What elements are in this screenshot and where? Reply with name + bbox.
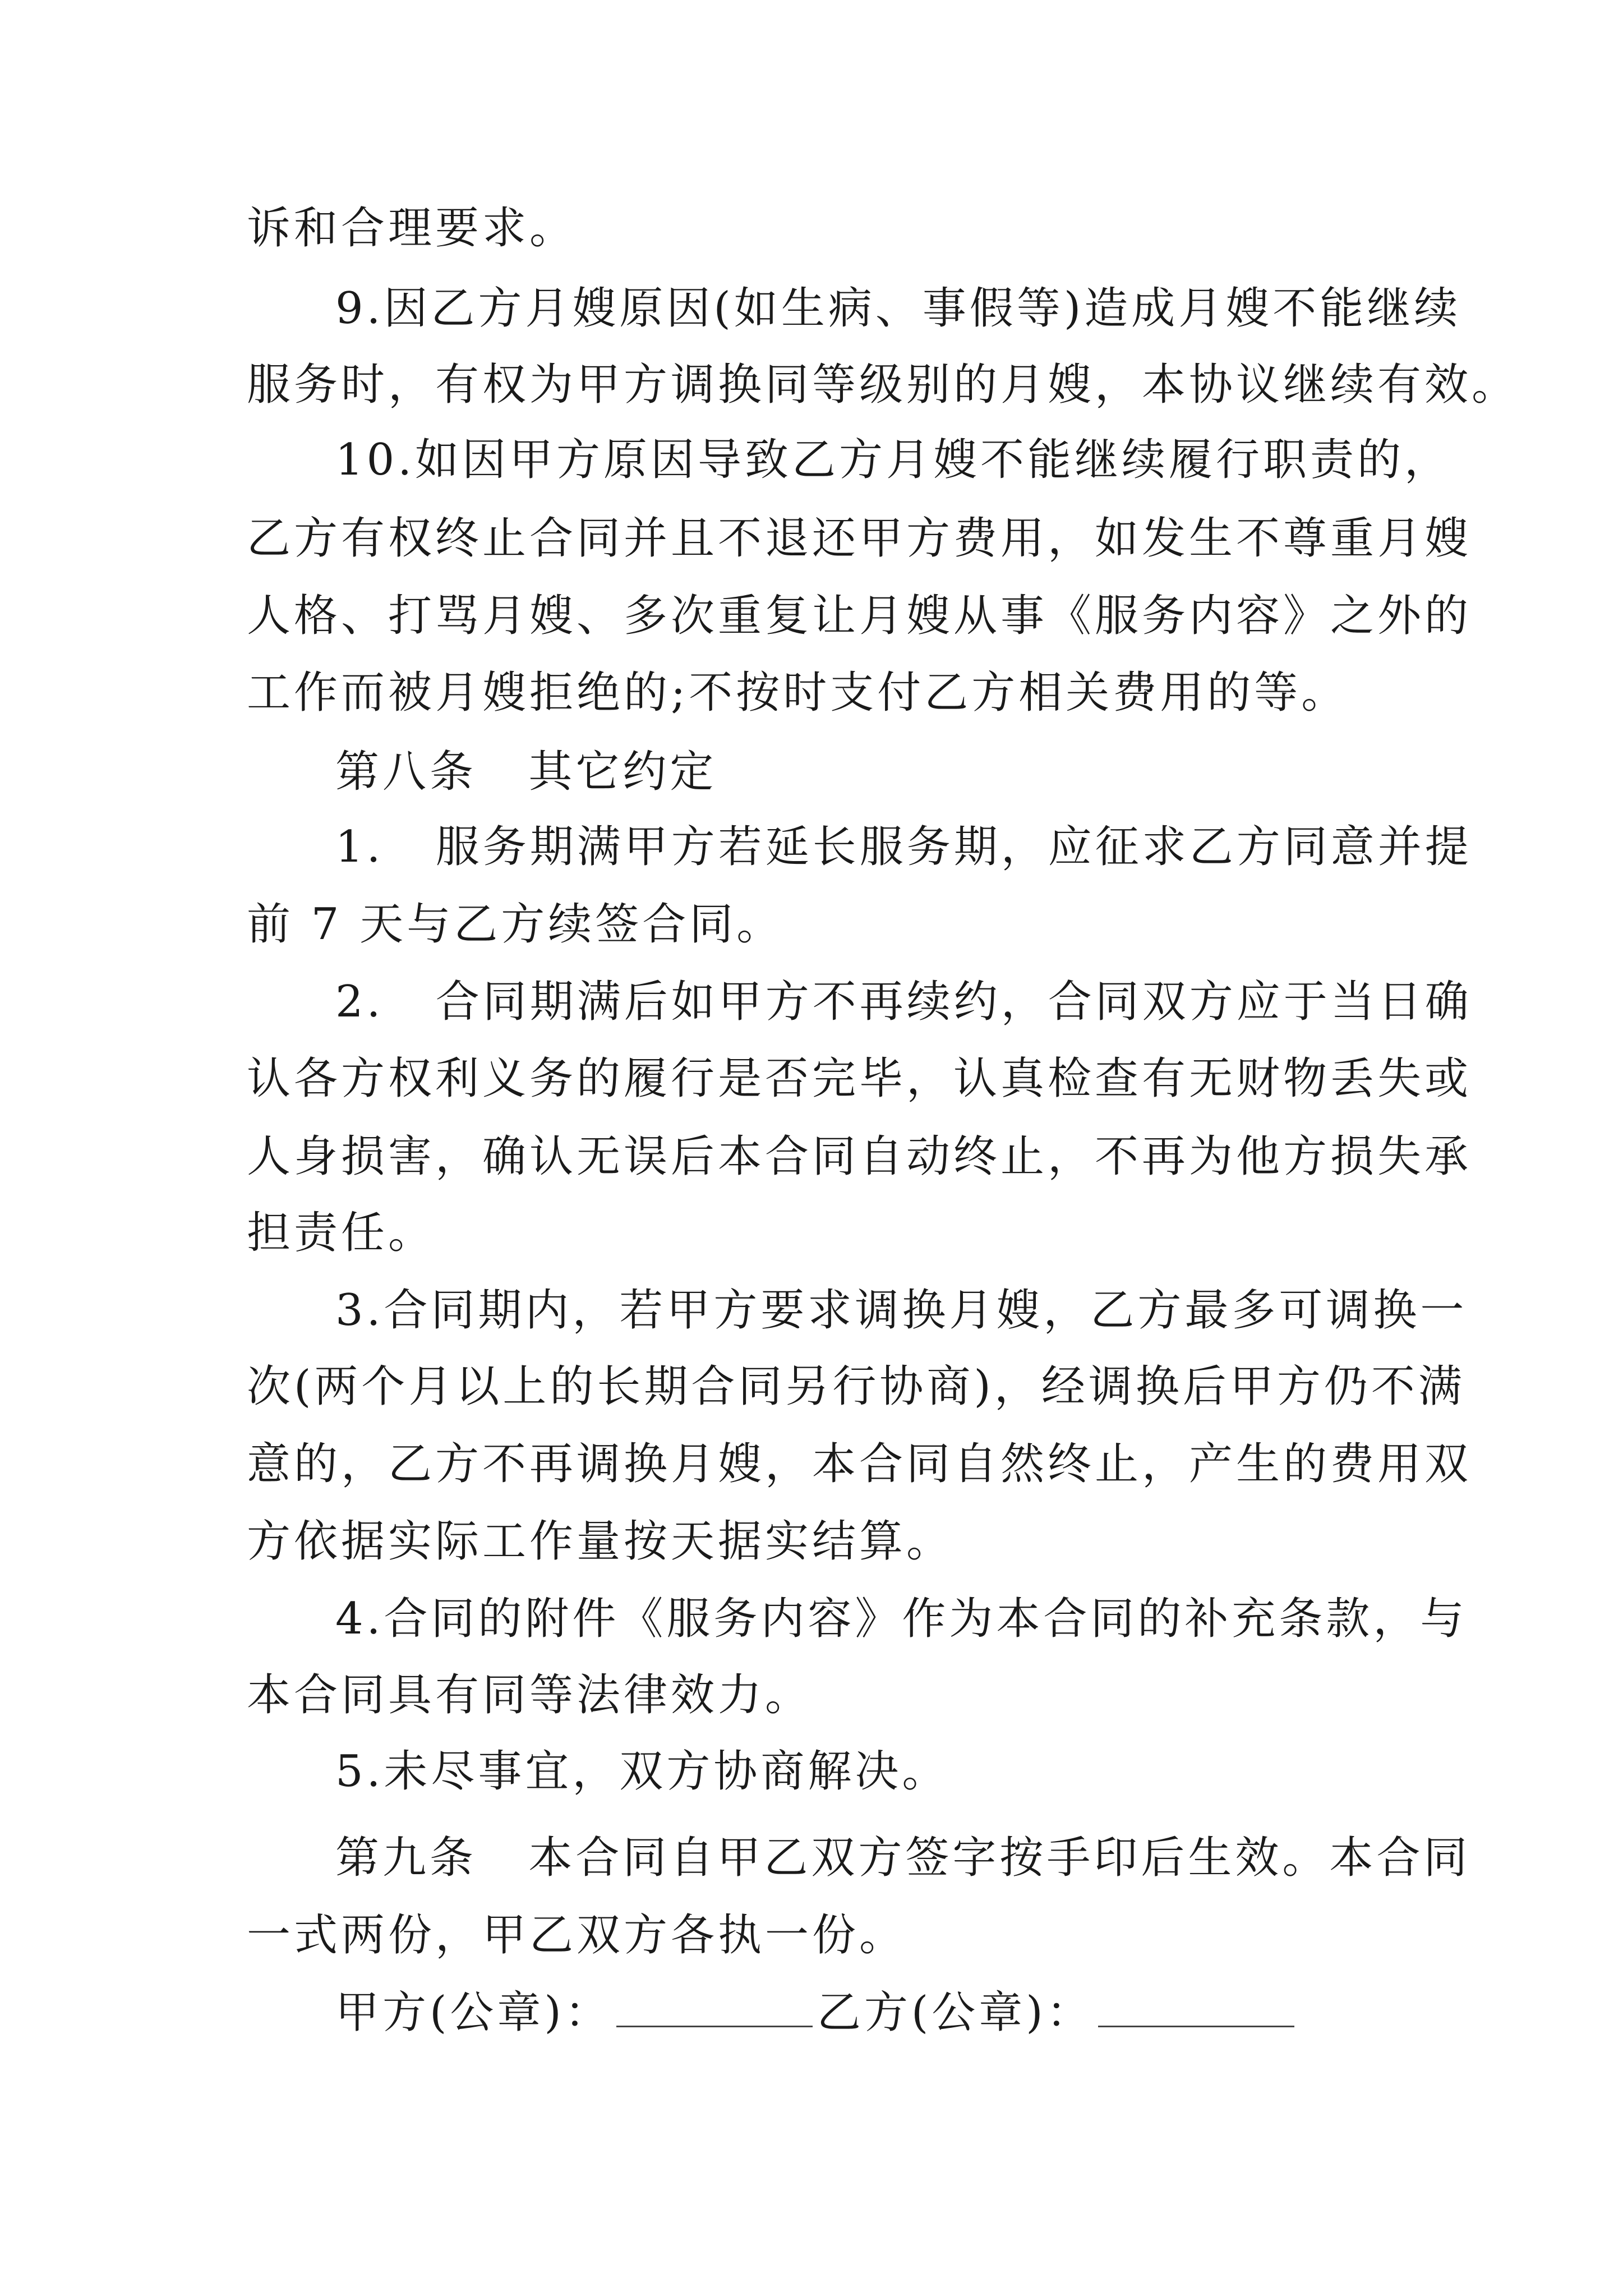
paragraph-line: 1. 服务期满甲方若延长服务期，应征求乙方同意并提: [335, 822, 1472, 872]
section-heading: 第九条 本合同自甲乙双方签字按手印后生效。本合同: [335, 1833, 1471, 1883]
signature-row: [335, 1985, 1299, 2041]
paragraph-line: 乙方有权终止合同并且不退还甲方费用，如发生不尊重月嫂: [247, 513, 1472, 564]
paragraph-line: 4.合同的附件《服务内容》作为本合同的补充条款，与: [335, 1594, 1468, 1644]
paragraph-line: 次(两个月以上的长期合同另行协商)，经调换后甲方仍不满: [247, 1361, 1465, 1412]
party-a-signature-line: [616, 1986, 813, 2027]
paragraph-line: 本合同具有同等法律效力。: [247, 1670, 813, 1720]
party-a-label: 甲方(公章)：: [335, 1987, 612, 2038]
paragraph-line: 人格、打骂月嫂、多次重复让月嫂从事《服务内容》之外的: [247, 591, 1472, 641]
paragraph-line: 前 7 天与乙方续签合同。: [247, 899, 784, 950]
paragraph-line: 诉和合理要求。: [247, 203, 577, 254]
paragraph-line: 10.如因甲方原因导致乙方月嫂不能继续履行职责的，: [335, 435, 1452, 485]
section-heading: 第八条 其它约定: [335, 747, 717, 797]
paragraph-line: 方依据实际工作量按天据实结算。: [247, 1516, 954, 1567]
party-b-signature-line: [1098, 1986, 1294, 2027]
paragraph-line: 担责任。: [247, 1208, 436, 1258]
paragraph-line: 工作而被月嫂拒绝的;不按时支付乙方相关费用的等。: [247, 668, 1349, 718]
paragraph-line: 服务时，有权为甲方调换同等级别的月嫂，本协议继续有效。: [247, 360, 1519, 410]
paragraph-line: 2. 合同期满后如甲方不再续约，合同双方应于当日确: [335, 977, 1472, 1027]
paragraph-line: 一式两份，甲乙双方各执一份。: [247, 1910, 907, 1961]
paragraph-line: 3.合同期内，若甲方要求调换月嫂，乙方最多可调换一: [335, 1285, 1468, 1336]
paragraph-line: 认各方权利义务的履行是否完毕，认真检查有无财物丢失或: [247, 1053, 1472, 1104]
paragraph-line: 5.未尽事宜，双方协商解决。: [335, 1746, 949, 1797]
paragraph-line: 9.因乙方月嫂原因(如生病、事假等)造成月嫂不能继续: [335, 283, 1461, 334]
paragraph-line: 人身损害，确认无误后本合同自动终止，不再为他方损失承: [247, 1131, 1472, 1182]
paragraph-line: 意的，乙方不再调换月嫂，本合同自然终止，产生的费用双: [247, 1439, 1472, 1489]
party-b-label: 乙方(公章)：: [817, 1987, 1094, 2038]
